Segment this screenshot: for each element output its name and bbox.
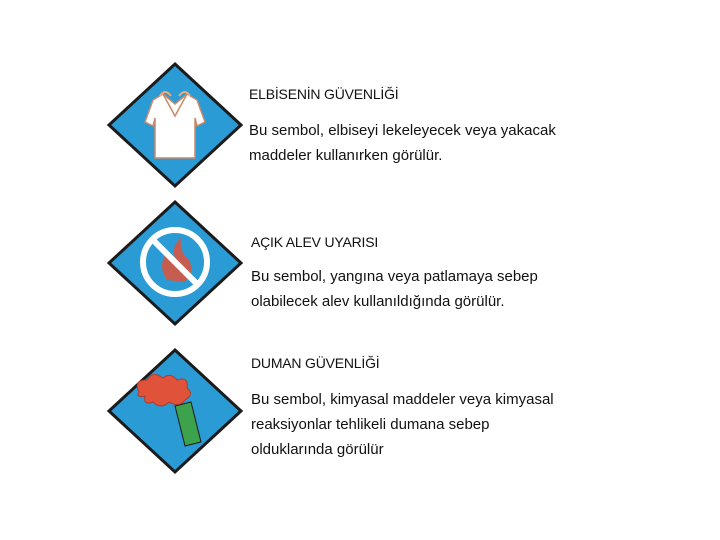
- fume-icon: [105, 346, 245, 476]
- description-line: maddeler kullanırken görülür.: [249, 147, 443, 164]
- no-open-flame-icon: [105, 198, 245, 328]
- symbol-title-clothing: ELBİSENİN GÜVENLİĞİ: [249, 86, 399, 102]
- symbol-description-clothing: [249, 118, 556, 168]
- lab-coat-icon: [105, 60, 245, 190]
- symbol-description-fume: [251, 387, 554, 462]
- symbol-description-flame: [251, 264, 538, 314]
- description-line: Bu sembol, kimyasal maddeler veya kimyasal: [251, 391, 554, 408]
- symbol-title-flame: AÇIK ALEV UYARISI: [251, 234, 379, 250]
- description-line: olabilecek alev kullanıldığında görülür.: [251, 293, 505, 310]
- description-line: Bu sembol, yangına veya patlamaya sebep: [251, 268, 538, 285]
- description-line: olduklarında görülür: [251, 441, 384, 458]
- description-line: reaksiyonlar tehlikeli dumana sebep: [251, 416, 490, 433]
- description-line: Bu sembol, elbiseyi lekeleyecek veya yakacak: [249, 122, 556, 139]
- symbol-title-fume: DUMAN GÜVENLİĞİ: [251, 355, 380, 371]
